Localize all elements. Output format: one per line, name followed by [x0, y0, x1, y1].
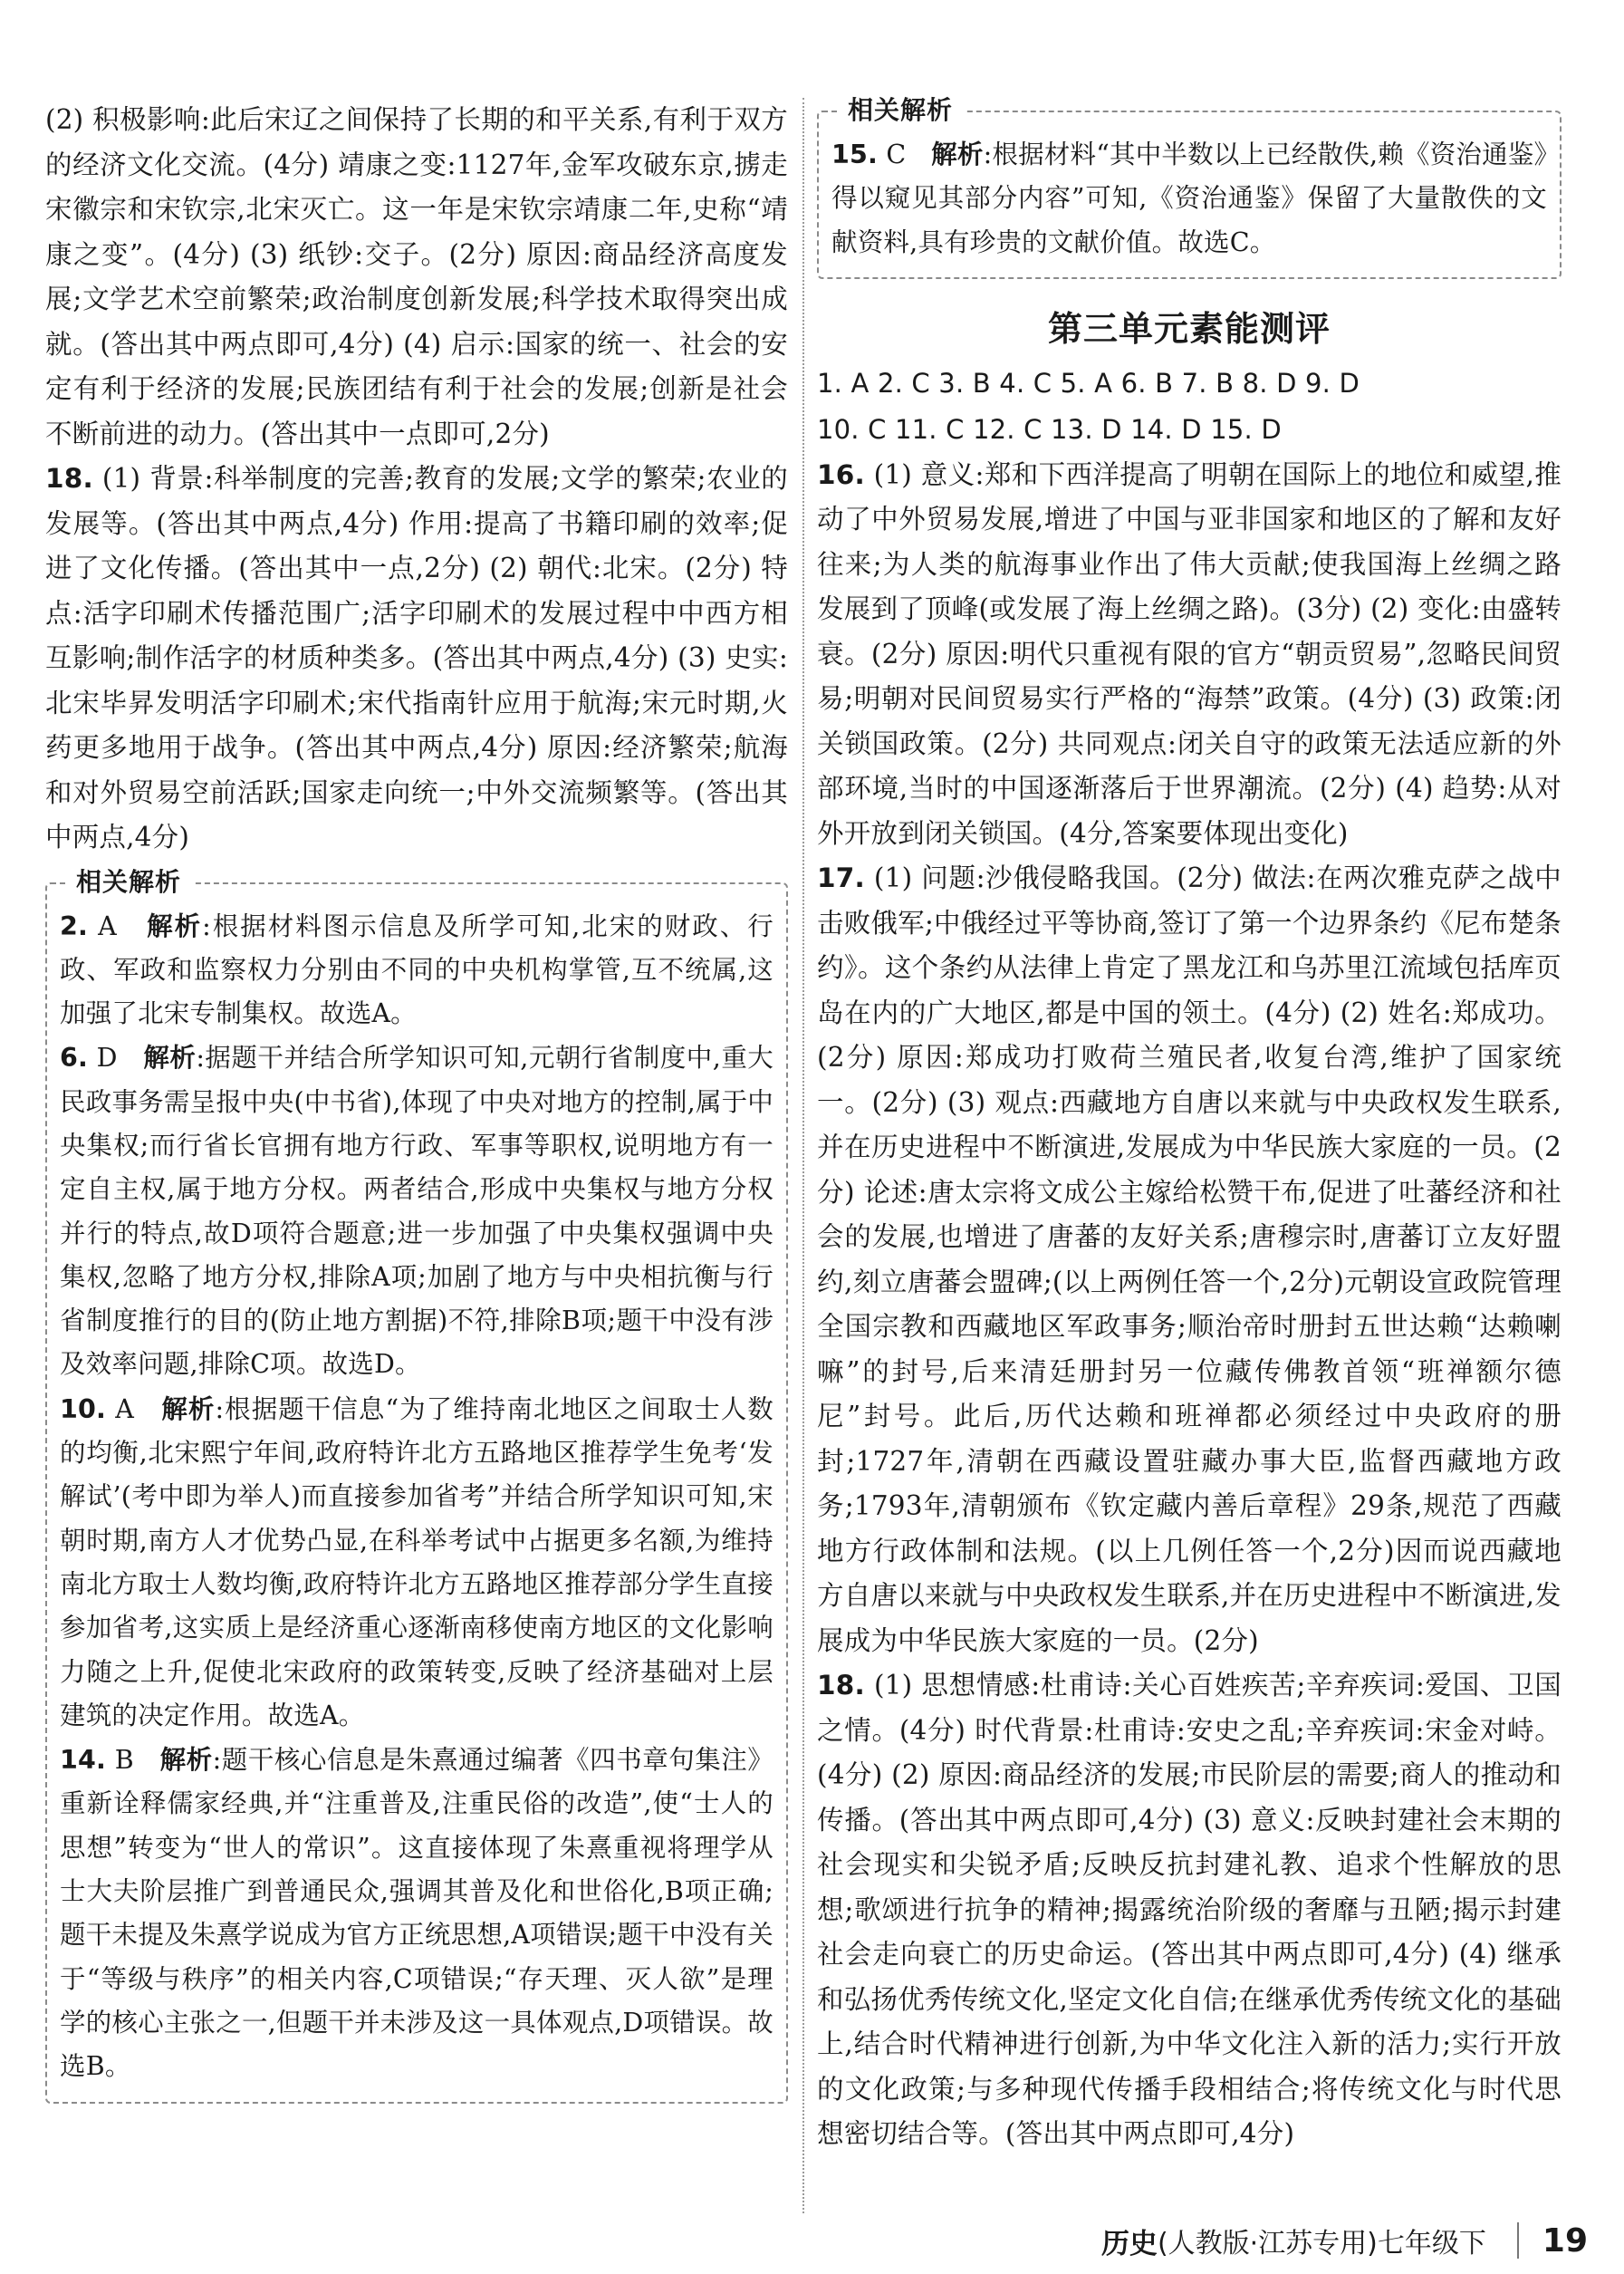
- analysis-item: [60, 904, 774, 1036]
- choice-answers: [817, 361, 1562, 453]
- analysis-text: :根据材料“其中半数以上已经散佚,赖《资治通鉴》得以窥见其部分内容”可知,《资治通鉴》保留了大量散佚的文献资料,具有珍贵的文献价值。故选C。: [831, 140, 1547, 257]
- question-number: 18.: [817, 1670, 865, 1701]
- analysis-label: 解析: [143, 1042, 197, 1074]
- choice-answers-line: 10. C 11. C 12. C 13. D 14. D 15. D: [817, 413, 1282, 445]
- analysis-box: [817, 95, 1562, 279]
- footer-edition: (人教版·江苏专用)七年级下: [1157, 2228, 1486, 2260]
- answer-text: (1) 问题:沙俄侵略我国。(2分) 做法:在两次雅克萨之战中击败俄军;中俄经过平等协商,签订了第一个边界条约《尼布楚条约》。这个条约从法律上肯定了黑龙江和乌苏里江流域包括库页岛在内的广大地区,都是中国的领土。(4分) (2) 姓名:郑成功。(2分) 原因:郑成功打败荷兰殖民者,收复台湾,维护了国家统一。(2分) (3) 观点:西藏地方自唐以来就与中央政权发生联系,并在历史进程中不断演进,发展成为中华民族大家庭的一员。(2分) 论述:唐太宗将文成公主嫁给松赞干布,促进了吐蕃经济和社会的发展,也增进了唐蕃的友好关系;唐穆宗时,唐蕃订立友好盟约,刻立唐蕃会盟碑;(以上两例任答一个,2分)元朝设宣政院管理全国宗教和西藏地区军政事务;顺治帝时册封五世达赖“达赖喇嘛”的封号,后来清廷册封另一位藏传佛教首领“班禅额尔德尼”封号。此后,历代达赖和班禅都必须经过中央政府的册封;1727年,清朝在西藏设置驻藏办事大臣,监督西藏地方政务;1793年,清朝颁布《钦定藏内善后章程》29条,规范了西藏地方行政体制和法规。(以上几例任答一个,2分)因而说西藏地方自唐以来就与中央政权发生联系,并在历史进程中不断演进,发展成为中华民族大家庭的一员。(2分): [817, 862, 1562, 1656]
- analysis-box: [45, 866, 788, 2104]
- answer-text: (1) 意义:郑和下西洋提高了明朝在国际上的地位和威望,推动了中外贸易发展,增进了中国与亚非国家和地区的了解和友好往来;为人类的航海事业作出了伟大贡献;使我国海上丝绸之路发展到了顶峰(或发展了海上丝绸之路)。(3分) (2) 变化:由盛转衰。(2分) 原因:明代只重视有限的官方“朝贡贸易”,忽略民间贸易;明朝对民间贸易实行严格的“海禁”政策。(4分) (3) 政策:闭关锁国政策。(2分) 共同观点:闭关自守的政策无法适应新的外部环境,当时的中国逐渐落后于世界潮流。(2分) (4) 趋势:从对外开放到闭关锁国。(4分,答案要体现出变化): [817, 458, 1562, 849]
- question-number: 16.: [817, 458, 865, 490]
- item-number: 14.: [60, 1745, 107, 1776]
- item-choice: B: [114, 1745, 134, 1776]
- analysis-box-title: 相关解析: [837, 92, 964, 129]
- footer-separator: [1517, 2222, 1519, 2259]
- item-choice: C: [886, 140, 907, 169]
- analysis-item: [60, 1387, 774, 1738]
- q17-answer: [817, 856, 1562, 1663]
- choice-answers-line: 1. A 2. C 3. B 4. C 5. A 6. B 7. B 8. D 9. D: [817, 367, 1360, 399]
- item-choice: D: [96, 1043, 118, 1074]
- analysis-label: 解析: [161, 1392, 216, 1424]
- column-divider: [802, 98, 804, 2213]
- item-number: 6.: [60, 1043, 89, 1074]
- answer-text: (1) 背景:科举制度的完善;教育的发展;文学的繁荣;农业的发展等。(答出其中两点,4分) 作用:提高了书籍印刷的效率;促进了文化传播。(答出其中一点,2分) (2) 朝代:北宋。(2分) 特点:活字印刷术传播范围广;活字印刷术的发展过程中中西方相互影响;制作活字的材质种类多。(答出其中两点,4分) (3) 史实:北宋毕昇发明活字印刷术;宋代指南针应用于航海;宋元时期,火药更多地用于战争。(答出其中两点,4分) 原因:经济繁荣;航海和对外贸易空前活跃;国家走向统一;中外交流频繁等。(答出其中两点,4分): [45, 463, 789, 853]
- q17-continued: (2) 积极影响:此后宋辽之间保持了长期的和平关系,有利于双方的经济文化交流。(4分) 靖康之变:1127年,金军攻破东京,掳走宋徽宗和宋钦宗,北宋灭亡。这一年是宋钦宗靖康二年,史称“靖康之变”。(4分) (3) 纸钞:交子。(2分) 原因:商品经济高度发展;文学艺术空前繁荣;政治制度创新发展;科学技术取得突出成就。(答出其中两点即可,4分) (4) 启示:国家的统一、社会的安定有利于经济的发展;民族团结有利于社会的发展;创新是社会不断前进的动力。(答出其中一点即可,2分): [45, 104, 788, 449]
- q18-answer: [45, 457, 788, 861]
- footer-subject: 历史: [1100, 2227, 1158, 2260]
- analysis-label: 解析: [159, 1744, 213, 1776]
- answer-text: (1) 思想情感:杜甫诗:关心百姓疾苦;辛弃疾词:爱国、卫国之情。(4分) 时代背景:杜甫诗:安史之乱;辛弃疾词:宋金对峙。(4分) (2) 原因:商品经济的发展;市民阶层的需要;商人的推动和传播。(答出其中两点即可,4分) (3) 意义:反映封建社会末期的社会现实和尖锐矛盾;反映反抗封建礼教、追求个性解放的思想;歌颂进行抗争的精神;揭露统治阶级的奢靡与丑陋;揭示封建社会走向衰亡的历史命运。(答出其中两点即可,4分) (4) 继承和弘扬优秀传统文化,坚定文化自信;在继承优秀传统文化的基础上,结合时代精神进行创新,为中华文化注入新的活力;实行开放的文化政策;与多种现代传播手段相结合;将传统文化与时代思想密切结合等。(答出其中两点即可,4分): [817, 1670, 1562, 2150]
- analysis-text: :根据题干信息“为了维持南北地区之间取士人数的均衡,北宋熙宁年间,政府特许北方五路地区推荐学生免考‘发解试’(考中即为举人)而直接参加省考”并结合所学知识可知,宋朝时期,南方人才优势凸显,在科举考试中占据更多名额,为维持南北方取士人数均衡,政府特许北方五路地区推荐部分学生直接参加省考,这实质上是经济重心逐渐南移使南方地区的文化影响力随之上升,促使北宋政府的政策转变,反映了经济基础对上层建筑的决定作用。故选A。: [60, 1393, 774, 1730]
- page-number: 19: [1542, 2221, 1588, 2260]
- item-number: 10.: [60, 1393, 107, 1424]
- analysis-box-title: 相关解析: [65, 864, 192, 901]
- question-number: 18.: [45, 463, 93, 494]
- analysis-text: :据题干并结合所学知识可知,元朝行省制度中,重大民政事务需呈报中央(中书省),体现了中央对地方的控制,属于中央集权;而行省长官拥有地方行政、军事等职权,说明地方有一定自主权,属于地方分权。两者结合,形成中央集权与地方分权并行的特点,故D项符合题意;进一步加强了中央集权强调中央集权,忽略了地方分权,排除A项;加剧了地方与中央相抗衡与行省制度推行的目的(防止地方割据)不符,排除B项;题干中没有涉及效率问题,排除C项。故选D。: [60, 1043, 774, 1380]
- item-number: 2.: [60, 911, 89, 941]
- section-title: 第三单元素能测评: [1047, 307, 1331, 349]
- item-choice: A: [98, 911, 117, 941]
- analysis-label: 解析: [147, 910, 203, 941]
- analysis-text: :根据材料图示信息及所学可知,北宋的财政、行政、军政和监察权力分别由不同的中央机构掌管,互不统属,这加强了北宋专制集权。故选A。: [60, 911, 774, 1029]
- page-footer: [1101, 2218, 1588, 2263]
- analysis-text: :题干核心信息是朱熹通过编著《四书章句集注》重新诠释儒家经典,并“注重普及,注重民俗的改造”,使“士人的思想”转变为“世人的常识”。这直接体现了朱熹重视将理学从士大夫阶层推广到普通民众,强调其普及化和世俗化,B项正确;题干未提及朱熹学说成为官方正统思想,A项错误;题干中没有关于“等级与秩序”的相关内容,C项错误;“存天理、灭人欲”是理学的核心主张之一,但题干并未涉及这一具体观点,D项错误。故选B。: [60, 1745, 774, 2082]
- question-number: 17.: [817, 862, 865, 894]
- q16-answer: [817, 453, 1562, 857]
- left-column: [45, 98, 788, 2104]
- analysis-item: [60, 1036, 774, 1386]
- analysis-item: [60, 1738, 774, 2088]
- item-choice: A: [115, 1393, 135, 1424]
- right-column: [817, 95, 1562, 2157]
- analysis-label: 解析: [931, 139, 984, 169]
- item-number: 15.: [831, 140, 879, 169]
- q18-answer: [817, 1663, 1562, 2157]
- analysis-item: [831, 132, 1547, 265]
